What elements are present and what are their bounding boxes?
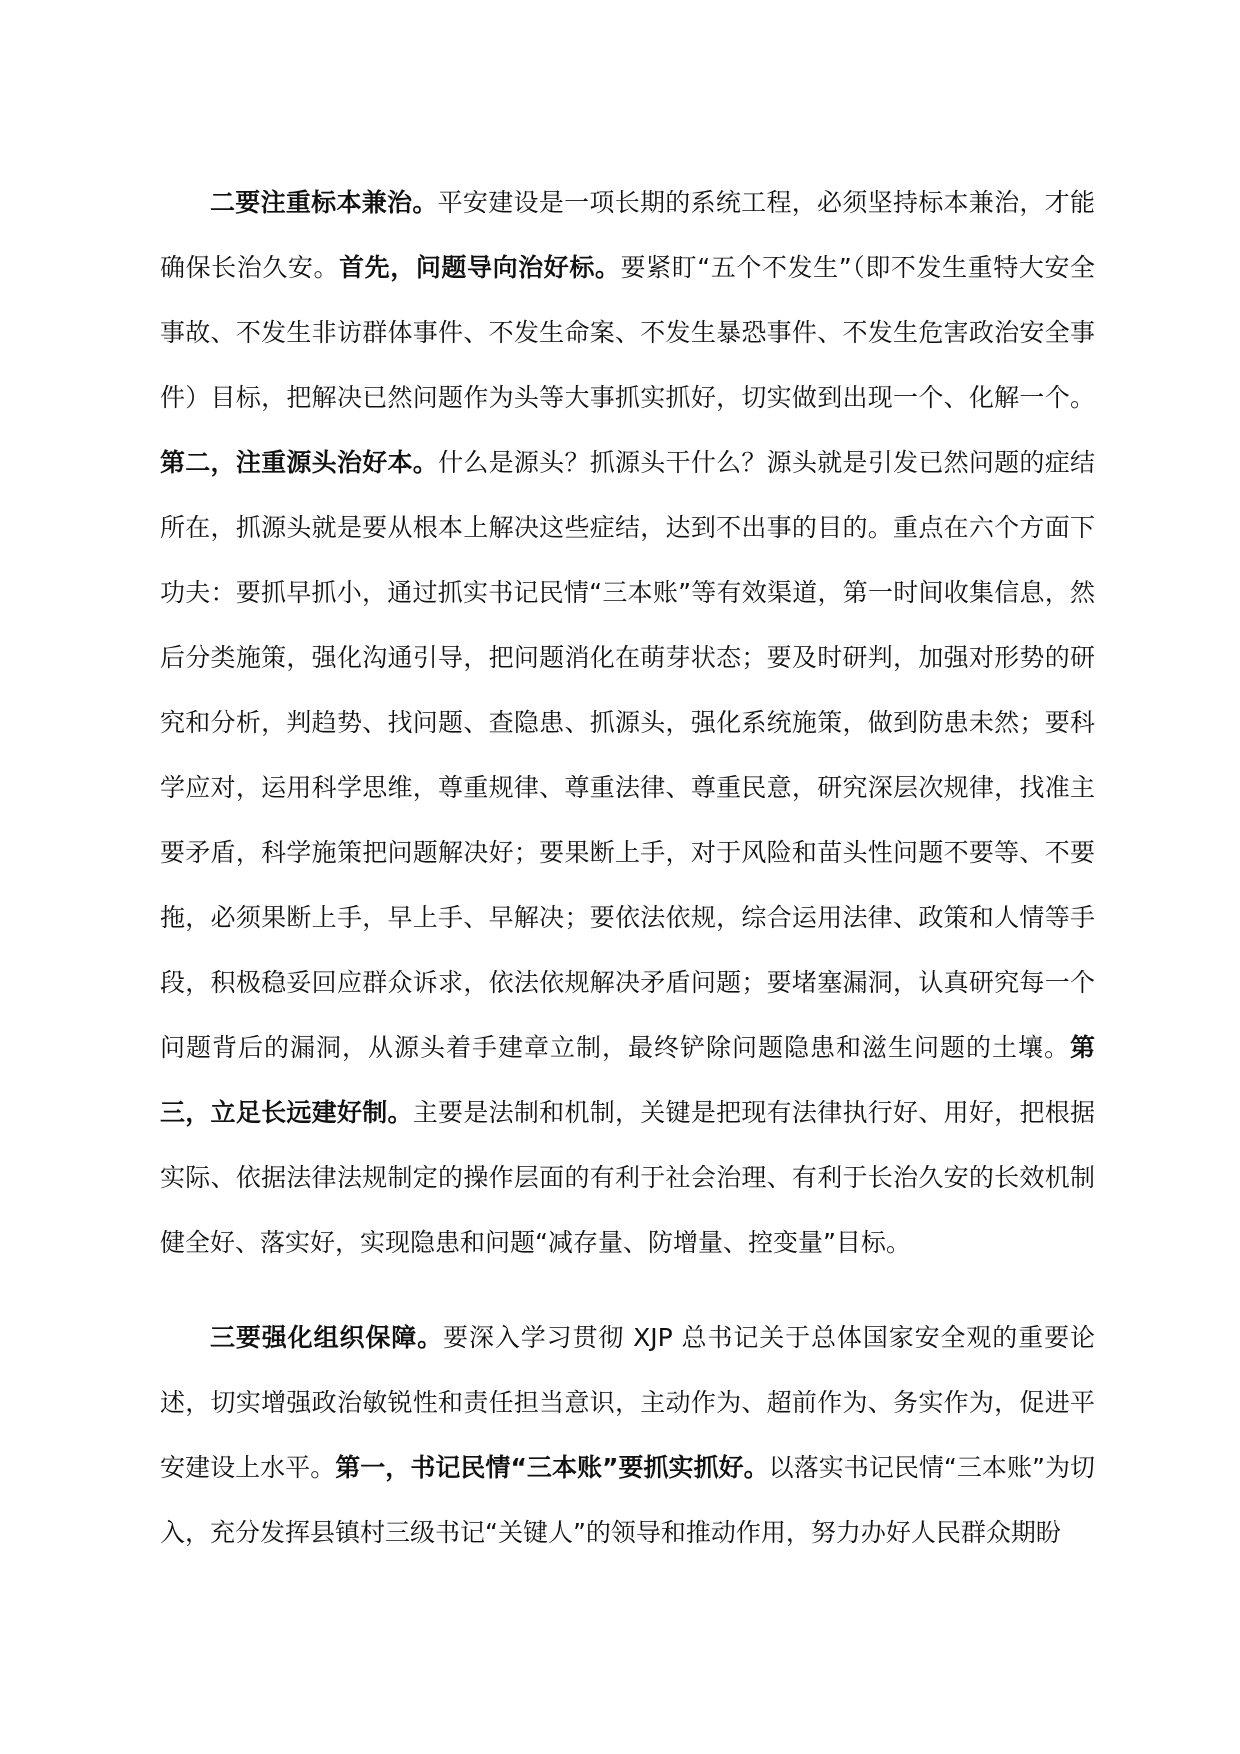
body-text: 主要是法制和机制，关键是把现有法律执行好、用好，把根据实际、依据法律法规制定的操作层面的有利于社会治理、有利于长治久安的长效机制健全好、落实好，实现隐患和问题“减存量、防增量、控变量”目标。 <box>160 1098 1095 1257</box>
body-text: 要深入学习贯彻 XJP 总书记关于总体国家安全观的重要论述，切实增强政治敏锐性和责任担当意识，主动作为、超前作为、务实作为，促进平安建设上水平。 <box>160 1323 1095 1482</box>
heading-san-yao: 三要强化组织保障。 <box>210 1323 444 1352</box>
subheading-shou-xian: 首先，问题导向治好标。 <box>339 253 621 282</box>
body-text: 什么是源头？抓源头干什么？源头就是引发已然问题的症结所在，抓源头就是要从根本上解决这些症结，达到不出事的目的。重点在六个方面下功夫：要抓早抓小，通过抓实书记民情“三本账”等有效渠道，第一时间收集信息，然后分类施策，强化沟通引导，把问题消化在萌芽状态；要及时研判，加强对形势的研究和分析，判趋势、找问题、查隐患、抓源头，强化系统施策，做到防患未然；要科学应对，运用科学思维，尊重规律、尊重法律、尊重民意，研究深层次规律，找准主要矛盾，科学施策把问题解决好；要果断上手，对于风险和苗头性问题不要等、不要拖，必须果断上手，早上手、早解决；要依法依规，综合运用法律、政策和人情等手段，积极稳妥回应群众诉求，依法依规解决矛盾问题；要堵塞漏洞，认真研究每一个问题背后的漏洞，从源头着手建章立制，最终铲除问题隐患和滋生问题的土壤。 <box>160 448 1095 1062</box>
paragraph-zu-zhi-bao-zhang <box>160 1305 1095 1565</box>
body-text: 平安建设是一项长期的系统工程，必须坚持标本兼治，才能确保长治久安。 <box>160 188 1095 282</box>
subheading-di-san: 第三，立足长远建好制。 <box>160 1033 1095 1127</box>
subheading-di-yi: 第一，书记民情“三本账”要抓实抓好。 <box>335 1453 769 1482</box>
body-text: 要紧盯“五个不发生”（即不发生重特大安全事故、不发生非访群体事件、不发生命案、不发生暴恐事件、不发生危害政治安全事件）目标，把解决已然问题作为头等大事抓实抓好，切实做到出现一个、化解一个。 <box>160 253 1095 412</box>
subheading-di-er: 第二，注重源头治好本。 <box>160 448 439 477</box>
heading-er-yao: 二要注重标本兼治。 <box>210 188 438 217</box>
body-text: 以落实书记民情“三本账”为切入，充分发挥县镇村三级书记“关键人”的领导和推动作用，努力办好人民群众期盼 <box>160 1453 1095 1547</box>
document-page <box>160 170 1095 1565</box>
paragraph-biao-ben-jian-zhi <box>160 170 1095 1275</box>
